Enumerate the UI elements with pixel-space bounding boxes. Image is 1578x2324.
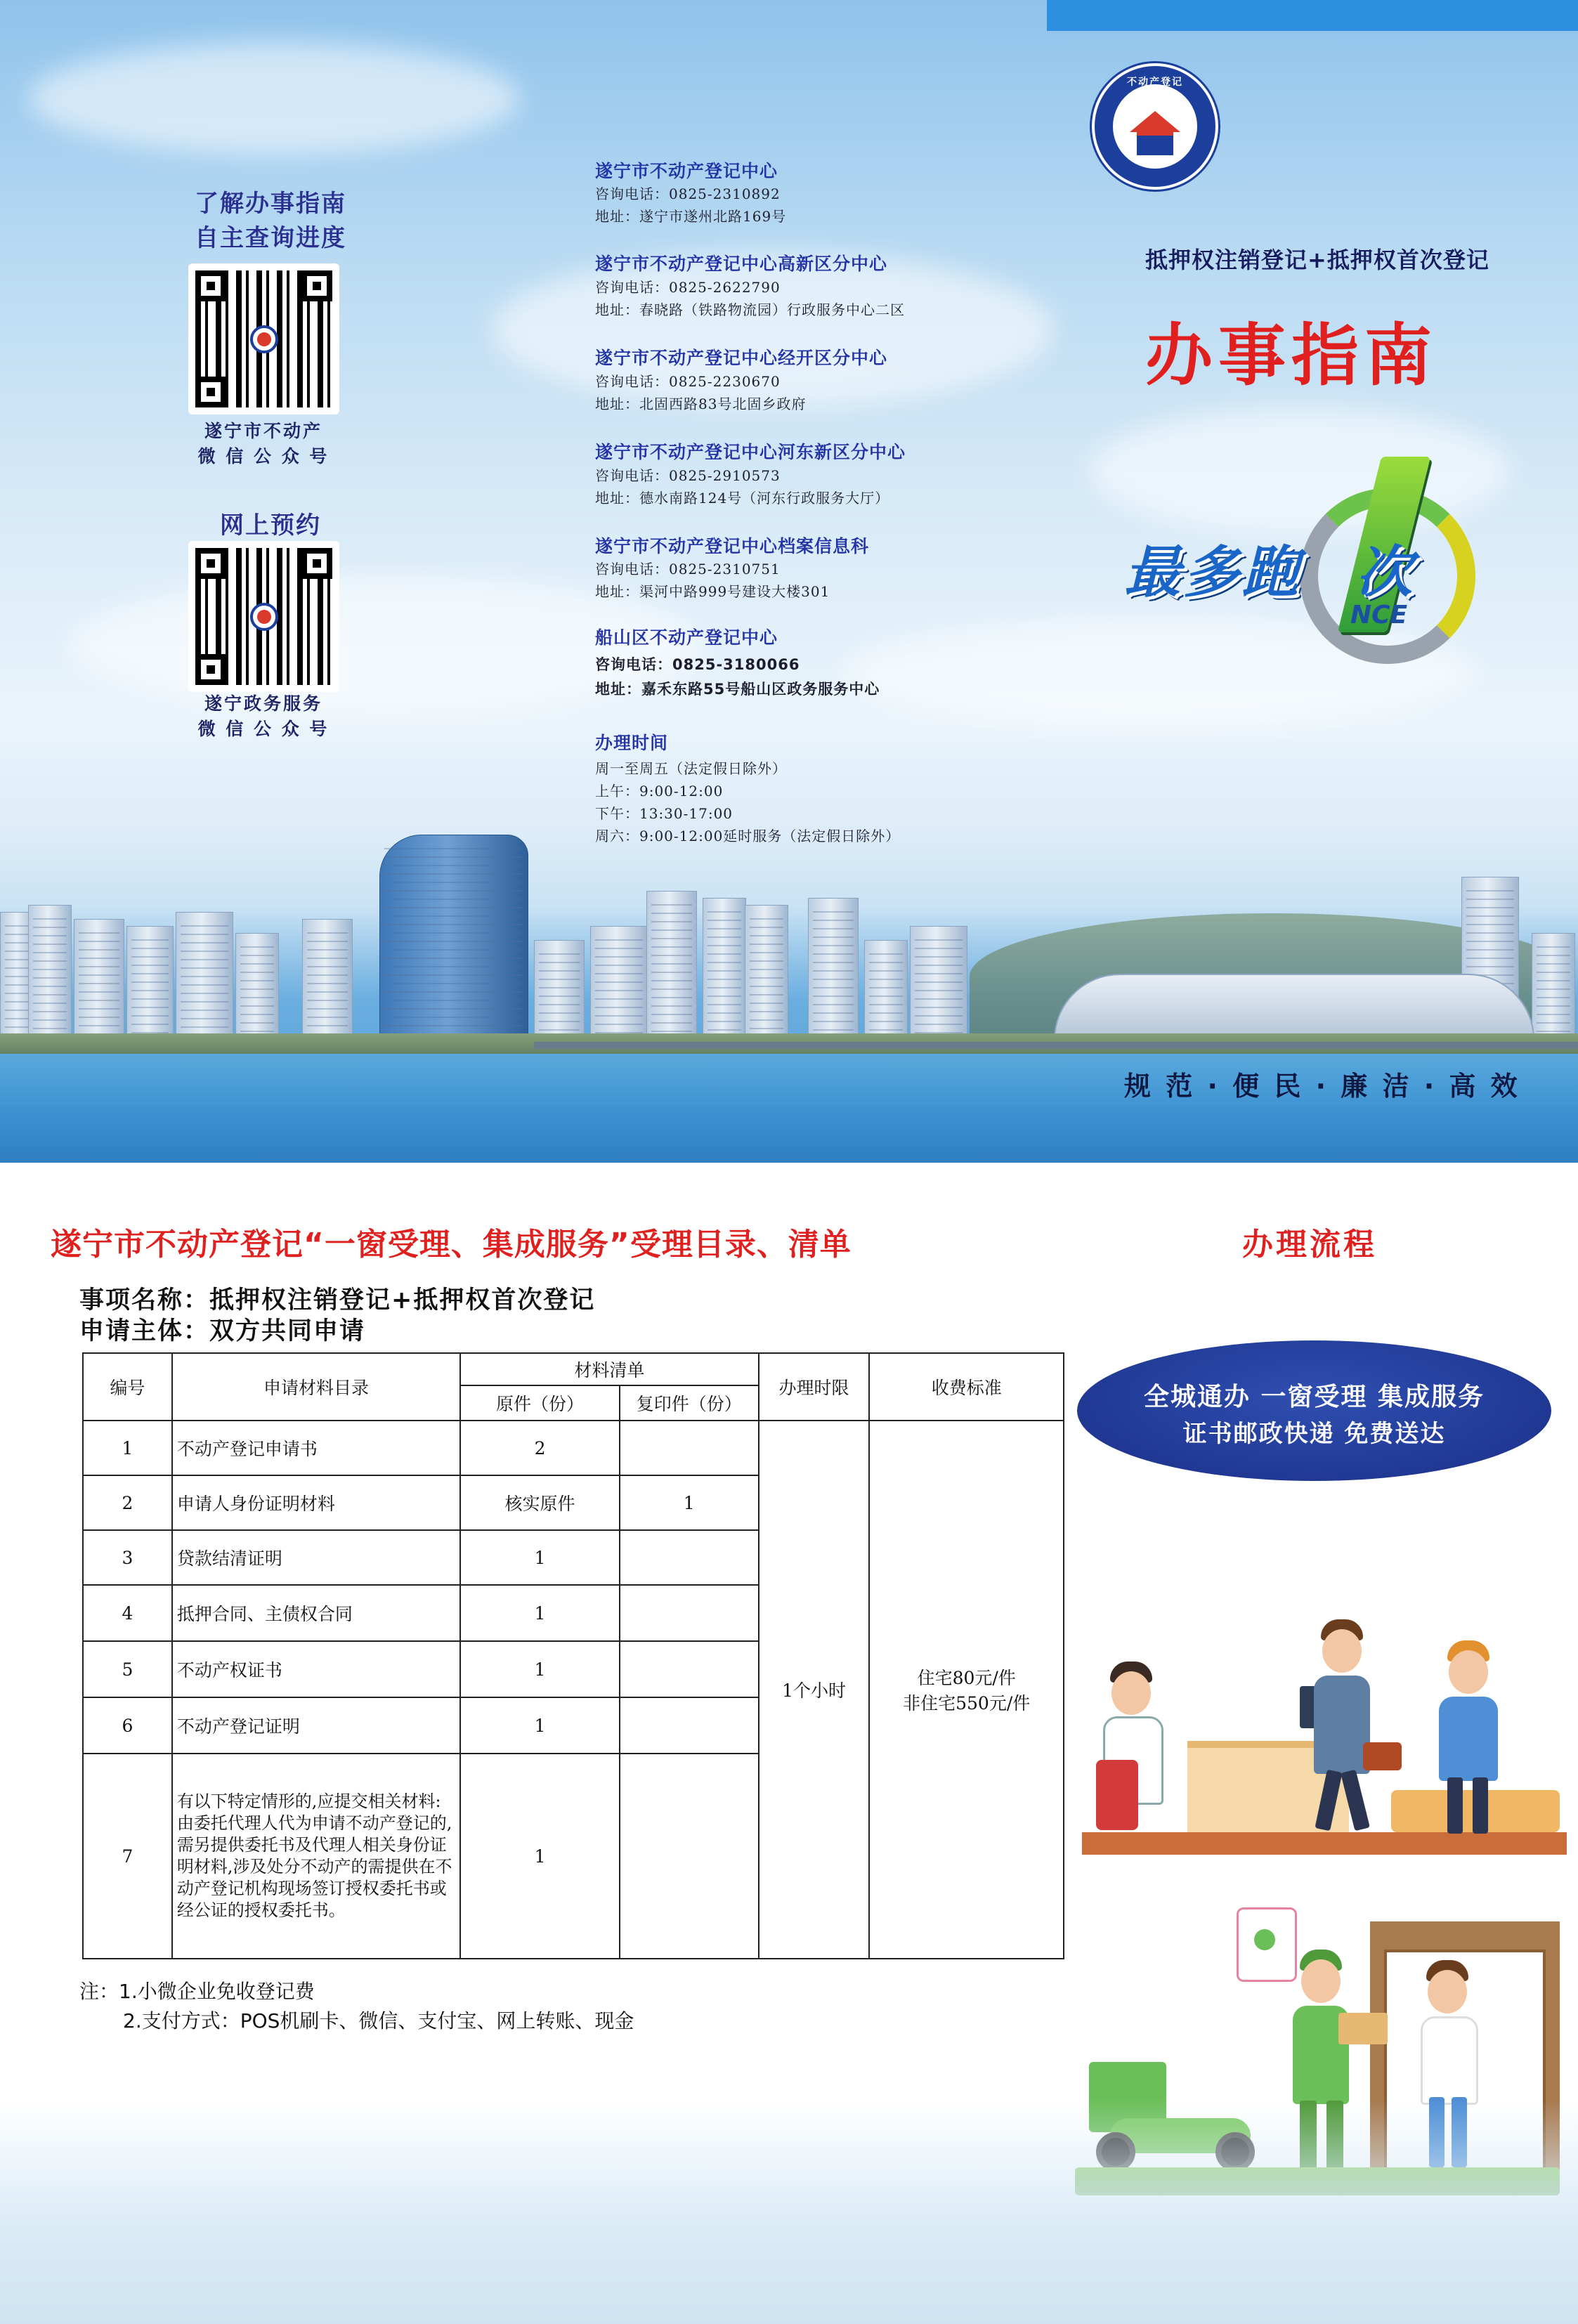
cover-title: 办事指南 — [1145, 316, 1437, 395]
building — [910, 926, 967, 1040]
cell-fee — [869, 1421, 1064, 1959]
office-name: 船山区不动产登记中心 — [595, 627, 778, 648]
item-name: 事项名称：抵押权注销登记+抵押权首次登记 — [79, 1286, 596, 1314]
building — [590, 926, 648, 1040]
cell-original: 1 — [460, 1641, 620, 1697]
office-name: 遂宁市不动产登记中心高新区分中心 — [595, 254, 888, 274]
cell-copy — [620, 1530, 759, 1585]
cell-no: 6 — [83, 1697, 172, 1754]
cell-copy — [620, 1585, 759, 1641]
cell-material: 不动产权证书 — [172, 1641, 460, 1697]
header-copy: 复印件（份） — [620, 1385, 759, 1421]
building — [1532, 933, 1575, 1040]
bridge — [534, 1042, 1578, 1049]
office-address: 地址：德水南路124号（河东行政服务大厅） — [595, 490, 890, 507]
cell-no: 7 — [83, 1754, 172, 1959]
fee-residential: 住宅80元/件 — [917, 1668, 1016, 1688]
glass-tower — [379, 835, 528, 1040]
realestate-emblem-logo — [1092, 63, 1218, 190]
building — [28, 905, 72, 1040]
cell-material: 不动产登记申请书 — [172, 1421, 460, 1475]
header-no: 编号 — [83, 1353, 172, 1421]
office-address: 地址：遂宁市遂州北路169号 — [595, 208, 787, 225]
qr1-caption — [169, 419, 358, 469]
building — [126, 926, 174, 1040]
cover-subtitle: 抵押权注销登记+抵押权首次登记 — [1145, 247, 1489, 273]
office-phone: 咨询电话：0825-2310892 — [595, 185, 781, 202]
cell-copy — [620, 1754, 759, 1959]
cell-time-limit: 1个小时 — [759, 1421, 870, 1959]
emblem-text: 不动产登记 — [1127, 77, 1183, 88]
cell-material: 不动产登记证明 — [172, 1697, 460, 1754]
building — [646, 891, 697, 1040]
building — [235, 933, 279, 1040]
hours-line: 周一至周五（法定假日除外） — [595, 760, 787, 777]
header-materials: 申请材料目录 — [172, 1353, 460, 1421]
guide-heading-line2: 自主查询进度 — [195, 224, 346, 252]
guide-heading — [172, 184, 369, 253]
courier-delivery-illustration — [1075, 1907, 1560, 2195]
header-list: 材料清单 — [460, 1353, 758, 1385]
qr2-caption-line1: 遂宁政务服务 — [204, 693, 322, 714]
top-blue-band — [1047, 0, 1578, 31]
cell-no: 3 — [83, 1530, 172, 1585]
office-phone: 咨询电话：0825-2910573 — [595, 467, 781, 484]
header-time-limit: 办理时限 — [759, 1353, 870, 1421]
hours-line: 周六：9:00-12:00延时服务（法定假日除外） — [595, 828, 901, 844]
applicant: 申请主体：双方共同申请 — [79, 1317, 366, 1345]
table-row — [83, 1421, 1064, 1475]
qr1-caption-line2: 微 信 公 众 号 — [197, 446, 330, 466]
cell-copy: 1 — [620, 1475, 759, 1530]
flow-title: 办理流程 — [1242, 1227, 1377, 1262]
pill-line2: 证书邮政快递 免费送达 — [1182, 1420, 1446, 1448]
cell-original: 1 — [460, 1754, 620, 1959]
stadium — [1054, 974, 1534, 1040]
office-phone: 咨询电话：0825-2622790 — [595, 279, 781, 296]
building — [302, 919, 353, 1040]
office-name: 遂宁市不动产登记中心经开区分中心 — [595, 348, 888, 368]
service-pill — [1077, 1340, 1551, 1481]
office-address: 地址：春晓路（铁路物流园）行政服务中心二区 — [595, 301, 905, 318]
cover-slogan: 规 范 · 便 民 · 廉 洁 · 高 效 — [1124, 1071, 1520, 1102]
once-sub: NCE — [1350, 601, 1408, 629]
qr2-caption-line2: 微 信 公 众 号 — [197, 719, 330, 739]
cell-original: 1 — [460, 1585, 620, 1641]
gov-logo-icon — [250, 603, 278, 631]
qr-code-gov-services[interactable] — [188, 541, 339, 692]
cell-no: 2 — [83, 1475, 172, 1530]
note-line: 2.支付方式：POS机刷卡、微信、支付宝、网上转账、现金 — [123, 2009, 634, 2032]
cell-original: 1 — [460, 1530, 620, 1585]
materials-table — [82, 1352, 1064, 1959]
note-line: 注：1.小微企业免收登记费 — [79, 1980, 315, 2003]
building — [864, 940, 908, 1040]
scooter-icon — [1089, 2062, 1265, 2167]
cloud — [28, 42, 520, 155]
building — [703, 898, 746, 1040]
fee-nonresidential: 非住宅550元/件 — [903, 1693, 1031, 1713]
cell-material: 贷款结清证明 — [172, 1530, 460, 1585]
cell-original: 1 — [460, 1697, 620, 1754]
catalog-heading: 遂宁市不动产登记“一窗受理、集成服务”受理目录、清单 — [51, 1227, 852, 1262]
office-address: 地址：渠河中路999号建设大楼301 — [595, 583, 830, 600]
checkmark-bubble-icon — [1237, 1907, 1297, 1982]
cell-original: 2 — [460, 1421, 620, 1475]
booking-heading: 网上预约 — [220, 511, 321, 540]
grass-ground — [1075, 2167, 1560, 2195]
header-original: 原件（份） — [460, 1385, 620, 1421]
hours-title: 办理时间 — [595, 733, 669, 753]
office-name: 遂宁市不动产登记中心 — [595, 161, 778, 181]
building — [808, 898, 859, 1040]
cell-material: 申请人身份证明材料 — [172, 1475, 460, 1530]
office-service-illustration — [1082, 1619, 1567, 1855]
qr1-caption-line1: 遂宁市不动产 — [204, 421, 322, 441]
hours-line: 下午：13:30-17:00 — [595, 805, 733, 822]
brochure-inner-panel — [0, 1163, 1578, 2324]
cell-copy — [620, 1421, 759, 1475]
run-once-word: 最多跑 次 — [1124, 540, 1415, 605]
cell-no: 4 — [83, 1585, 172, 1641]
cell-no: 1 — [83, 1421, 172, 1475]
guide-heading-line1: 了解办事指南 — [195, 190, 346, 218]
pill-line1: 全城通办 一窗受理 集成服务 — [1143, 1383, 1485, 1411]
office-phone: 咨询电话：0825-3180066 — [595, 656, 800, 673]
emblem-icon — [250, 325, 278, 353]
building — [745, 905, 788, 1040]
cell-copy — [620, 1697, 759, 1754]
office-address: 地址：嘉禾东路55号船山区政务服务中心 — [595, 681, 880, 698]
floor — [1082, 1832, 1567, 1855]
cell-copy — [620, 1641, 759, 1697]
office-phone: 咨询电话：0825-2230670 — [595, 373, 781, 390]
cell-original: 核实原件 — [460, 1475, 620, 1530]
building — [534, 940, 585, 1040]
building — [176, 912, 233, 1040]
run-once-logo — [1124, 450, 1504, 674]
building — [74, 919, 124, 1040]
header-fee: 收费标准 — [869, 1353, 1064, 1421]
qr-code-realestate[interactable] — [188, 263, 339, 414]
qr2-caption — [169, 691, 358, 742]
cell-material: 抵押合同、主债权合同 — [172, 1585, 460, 1641]
cell-material: 有以下特定情形的,应提交相关材料:由委托代理人代为申请不动产登记的,需另提供委托书及代理人相关身份证明材料,涉及处分不动产的需提供在不动产登记机构现场签订授权委托书或经公证的授权委托书。 — [172, 1754, 460, 1959]
office-phone: 咨询电话：0825-2310751 — [595, 561, 781, 577]
hours-line: 上午：9:00-12:00 — [595, 783, 724, 799]
office-name: 遂宁市不动产登记中心档案信息科 — [595, 536, 870, 556]
cell-no: 5 — [83, 1641, 172, 1697]
office-name: 遂宁市不动产登记中心河东新区分中心 — [595, 442, 906, 462]
office-address: 地址：北固西路83号北固乡政府 — [595, 396, 807, 412]
